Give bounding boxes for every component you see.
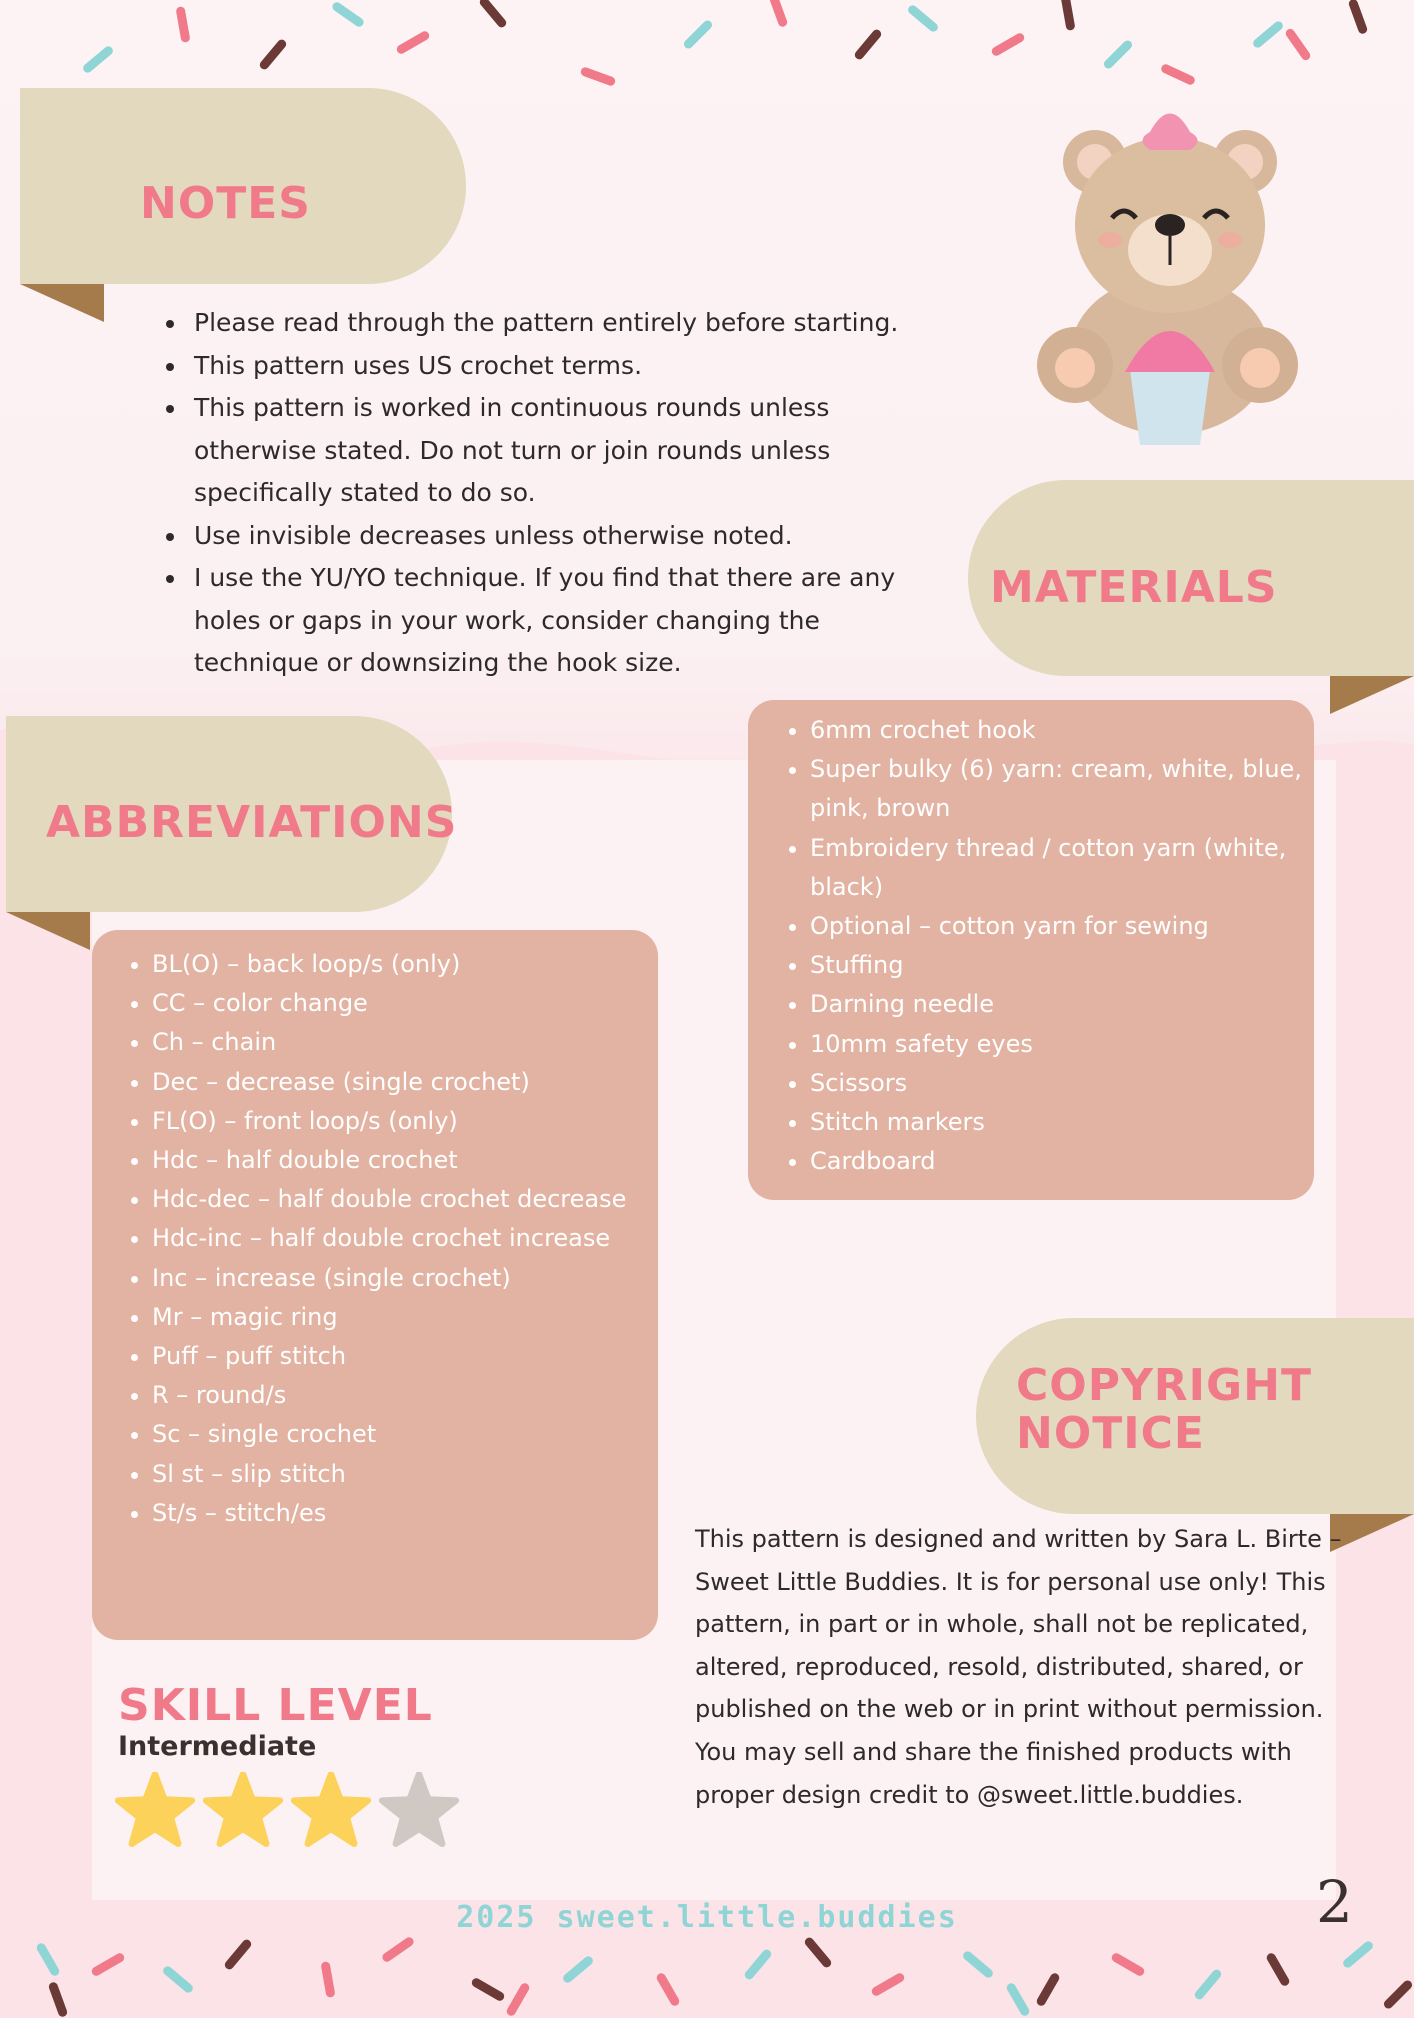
sprinkle — [470, 1977, 506, 2003]
sprinkle — [161, 1964, 194, 1994]
star-icon — [290, 1772, 372, 1848]
list-item: • Mr – magic ring — [152, 1298, 692, 1337]
list-item: • Cardboard — [810, 1142, 1350, 1181]
copyright-title-line: NOTICE — [1016, 1408, 1205, 1459]
list-item: • FL(O) – front loop/s (only) — [152, 1102, 692, 1141]
sprinkle — [381, 1935, 416, 1963]
list-item: • 10mm safety eyes — [810, 1025, 1350, 1064]
sprinkle — [320, 1961, 335, 1998]
list-item: • Hdc – half double crochet — [152, 1141, 692, 1180]
abbreviations-list — [122, 945, 692, 1533]
list-item: • St/s – stitch/es — [152, 1494, 692, 1533]
list-item: • Dec – decrease (single crochet) — [152, 1063, 692, 1102]
list-item: • CC – color change — [152, 984, 692, 1023]
copyright-title-line: COPYRIGHT — [1016, 1360, 1313, 1411]
list-item: • 6mm crochet hook — [810, 711, 1350, 750]
skill-level-value: Intermediate — [118, 1731, 317, 1762]
star-icon — [378, 1772, 460, 1848]
list-item: • This pattern uses US crochet terms. — [188, 345, 948, 388]
list-item: • BL(O) – back loop/s (only) — [152, 945, 692, 984]
list-item: • Embroidery thread / cotton yarn (white, black) — [810, 829, 1350, 907]
materials-banner-tab — [1330, 676, 1414, 714]
list-item: • Hdc-inc – half double crochet increase — [152, 1219, 692, 1258]
sprinkle — [90, 1952, 126, 1978]
sprinkle — [803, 1936, 833, 1969]
star-icon — [202, 1772, 284, 1848]
sprinkle — [743, 1948, 773, 1981]
sprinkle — [1341, 1939, 1374, 1969]
list-item: • R – round/s — [152, 1376, 692, 1415]
sprinkle — [1265, 1952, 1291, 1988]
skill-level-title: SKILL LEVEL — [118, 1680, 433, 1731]
copyright-title — [1016, 1362, 1312, 1458]
materials-title: MATERIALS — [990, 562, 1278, 613]
list-item: • Optional – cotton yarn for sewing — [810, 907, 1350, 946]
sprinkle — [223, 1938, 253, 1971]
list-item: • Sc – single crochet — [152, 1415, 692, 1454]
sprinkle — [35, 1942, 61, 1978]
list-item: • Hdc-dec – half double crochet decrease — [152, 1180, 692, 1219]
materials-list — [780, 711, 1350, 1181]
notes-banner-tab — [20, 284, 104, 322]
list-item: • Ch – chain — [152, 1023, 692, 1062]
list-item: • Puff – puff stitch — [152, 1337, 692, 1376]
sprinkle — [655, 1972, 681, 2008]
sprinkle — [1193, 1968, 1223, 2001]
list-item: • Darning needle — [810, 985, 1350, 1024]
sprinkle — [561, 1954, 594, 1984]
list-item: • This pattern is worked in continuous rounds unless otherwise stated. Do not turn or join rounds unless specifically stated to do so. — [188, 387, 948, 515]
list-item: • Use invisible decreases unless otherwise noted. — [188, 515, 948, 558]
list-item: • Scissors — [810, 1064, 1350, 1103]
sprinkle — [1035, 1972, 1061, 2008]
sprinkle — [1382, 1979, 1414, 2011]
list-item: • Super bulky (6) yarn: cream, white, blue, pink, brown — [810, 750, 1350, 828]
sprinkle — [1110, 1952, 1146, 1978]
notes-title: NOTES — [140, 178, 311, 229]
star-icon — [114, 1772, 196, 1848]
list-item: • Inc – increase (single crochet) — [152, 1259, 692, 1298]
skill-rating — [114, 1772, 466, 1852]
abbreviations-banner-tab — [6, 912, 90, 950]
sprinkle — [961, 1949, 994, 1979]
copyright-text: This pattern is designed and written by Sara L. Birte – Sweet Little Buddies. It is for personal use only! This pattern, in part or in whole, shall not be replicated, altered, reproduced, resold, distributed, shared, or published on the web or in print without permission. You may sell and share the finished products with proper design credit to @sweet.little.buddies. — [695, 1525, 1342, 1809]
teddy-bear-cupcake-icon — [1030, 100, 1310, 450]
list-item: • Stuffing — [810, 946, 1350, 985]
abbreviations-title: ABBREVIATIONS — [46, 797, 458, 848]
list-item: • Sl st – slip stitch — [152, 1455, 692, 1494]
list-item: • Stitch markers — [810, 1103, 1350, 1142]
notes-list — [158, 302, 948, 685]
sprinkle — [870, 1972, 906, 1998]
footer-credit: 2025 sweet.little.buddies — [456, 1900, 958, 1935]
page-number: 2 — [1316, 1868, 1353, 1936]
list-item: • Please read through the pattern entirely before starting. — [188, 302, 948, 345]
list-item: • I use the YU/YO technique. If you find that there are any holes or gaps in your work, consider changing the technique or downsizing the hook size. — [188, 557, 948, 685]
